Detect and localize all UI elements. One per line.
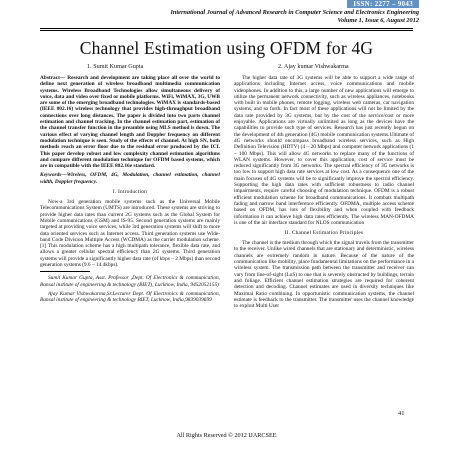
paper-title: Channel Estimation using OFDM for 4G bbox=[79, 38, 374, 58]
author-affiliation-1: Sumit Kumar Gupta, Asst. Professor ,Dept. Of Electronics & communication, Bansal institute of engineering & technology (BIET), Lucknow, India, 9452052155) bbox=[40, 275, 220, 288]
author-affiliation-2: Ajay Kumar Vishwakarma,Sr.Lecturer Dept. Of Electronics & communication, Bansal institute of engineering & technology BIET, Lucknow, India,9839039699 bbox=[40, 290, 220, 304]
journal-name: International Journal of Advanced Research in Computer Science and Electronics Engineering bbox=[170, 9, 419, 16]
keywords: Keywords—Wireless, OFDM, 4G, Modulation, channel estimation, channel width, Doppler frequency. bbox=[40, 172, 220, 185]
journal-volume: Volume 1, Issue 6, August 2012 bbox=[337, 16, 419, 24]
left-column bbox=[40, 75, 220, 307]
section-heading-channel-estimation: II. Channel Estimation Principles bbox=[284, 230, 364, 237]
section-heading-introduction: I. Introduction bbox=[112, 189, 148, 196]
journal-header bbox=[19, 9, 419, 24]
body-paragraph-1: The higher data rate of 3G systems will be able to support a wide range of applications including Internet access, voice communications and mobile videophones. In addition to this, a large number of new applications will emerge to utilize the permanent network connectivity, such as wireless appliances, notebooks with built in mobile phones, remote logging, wireless web cameras, car navigation systems, and so forth. In fact most of these applications will not be limited by the data rate provided by 3G systems, but by the cost of the service/cost or more enjoyable. Applications are virtually unlimited as long as the devices have the capabilities to provide such type of services. Research has just recently begun on the development of 4th generation (4G) mobile communication systems.Ultimate of 4G networks should encompass broadband wireless services, such as High Definition Television (HDTV) (4 – 20 Mbps) and computer network applications (1 – 100 Mbps). This will allow 4G networks to replace many of the functions of WLAN systems. However, to cover this application, cost of service must be reduced significantly from 3G networks. The spectral efficiency of 3G networks is too low to support high data rate services at low cost. As a consequence one of the main focuses of 4G systems will be to significantly improve the spectral efficiency. Supporting the high data rates with sufficient robustness to radio channel impairments, require careful choosing of modulation technique. OFDM is a robust efficient modulation scheme for broadband communications. It combats multipath fading and narrow band interference efficiently. OFDMA, multiple access scheme based on OFDM, has lots of flexibility and when coupled with feedback information it can achieve high data rates efficiently. The wireless MAN-OFDMA is one of the air interface standard for NLOS communication bbox=[234, 75, 414, 226]
body-paragraph-2: The channel is the medium through which the signal travels from the transmitter to the receiver. Unlike wired channels that are stationary and deterministic, wireless channels are extremely random in nature. Because of the nature of the communication like mobility, place fundamental limitations on the performance in a wireless system. The transmission path between the transmitter and receiver can vary from line-of-sight (LoS) to one that is severely obstructed by buildings, terrain and foliage. Efficient channel estimation strategies are required for coherent detection and decoding. Channel estimates are used in diversity techniques like Maximal Ratio combining. In opportunistic communication systems, the channel estimate is feedback to the transmitter. The transmitter uses the channel knowledge to exploit Multi User bbox=[234, 240, 414, 310]
header-rule-top bbox=[40, 28, 413, 29]
copyright-footer: All Rights Reserved © 2012 IJARCSEE bbox=[176, 432, 277, 439]
introduction-paragraph: Now-a 3rd generation mobile systems such as the Universal Mobile Telecommunications System (UMTS) are introduced. These systems are striving to provide higher data rates than current 2G systems such as the Global System for Mobile communications (GSM) and IS-95. Second generation systems are mainly targeted at providing voice services, while 3rd generation systems will shift to more data oriented services such as Internet access. Third generation systems use Wide-band Code Division Multiple Access (WCDMA) as the carrier modulation scheme.[1] This modulation scheme has a high multipath tolerance, flexible data rate, and allows a greater cellular spectral efficiency than 2G systems. Third generation systems will provide a significantly higher data rate (of kbps – 2 Mbps) than second generation systems (9.6 – 14.4kbps). bbox=[40, 199, 220, 269]
footnote-rule bbox=[40, 271, 90, 272]
page-number: 41 bbox=[398, 410, 405, 417]
header-rule-bottom bbox=[40, 30, 413, 31]
author-2: 2. Ajay kumar Vishwakarma bbox=[278, 63, 349, 70]
abstract: Abstract— Research and development are taking place all over the world to define next generation of wireless broadband multimedia communication systems. Wireless Broadband Technologies allow simultaneous delivery of voice, data and video over fixed or mobile platforms. WiFi, WiMAX, 3G, UWB are some of the emerging broadband technologies. WiMAX is standards-based (IEEE 802.16) wireless technology that provides high-throughput broadband connections over long distances. The paper is divided into two parts channel estimation and channel tracking. In the channel estimation part, estimation of the channel transfer function in the preamble using MLS method is down. The various effect of varying channel length and Doppler frequency on different modulation technique is seen. Study of the effects of channel. At high SN, both methods reach an error floor due to the residual error produced by the ICI. This paper develop robust and low complexity channel estimation algorithms and compare different modulation technique for OFDM based systems, which are in compatible with the IEEE 802.16e standard. bbox=[40, 75, 220, 170]
right-column bbox=[234, 75, 414, 312]
author-1: 1. Sumit Kumar Gupta bbox=[87, 63, 144, 70]
issn-banner: ISSN: 2277 – 9043 bbox=[347, 0, 419, 8]
